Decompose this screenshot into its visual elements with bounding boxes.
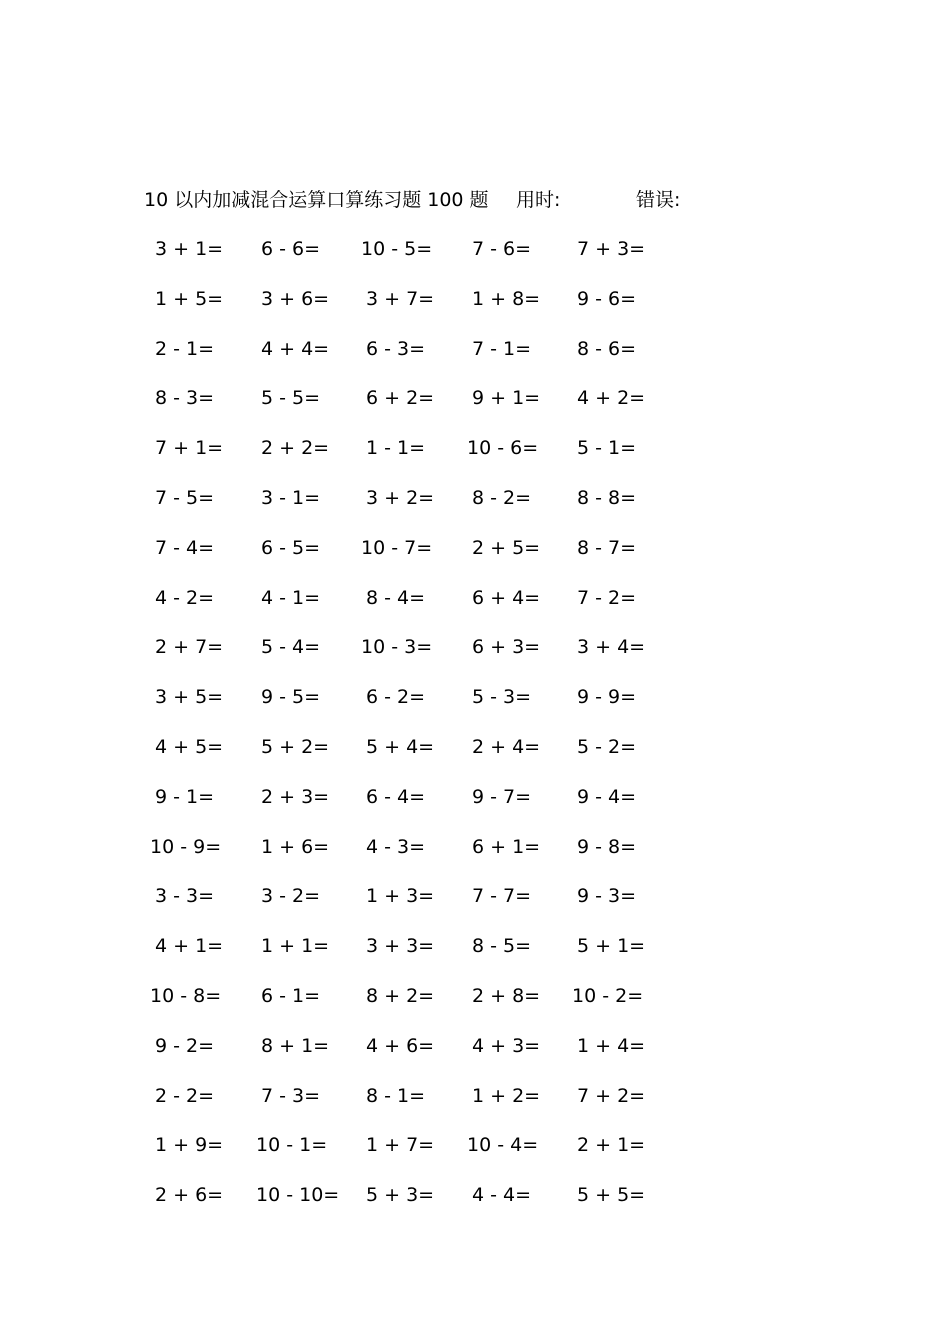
arithmetic-problem: 8 - 6= xyxy=(577,337,637,360)
arithmetic-problem: 2 + 8= xyxy=(472,985,541,1007)
arithmetic-problem: 10 - 2= xyxy=(572,985,644,1007)
arithmetic-problem: 7 - 7= xyxy=(472,885,532,908)
arithmetic-problem: 4 + 3= xyxy=(472,1034,541,1057)
arithmetic-problem: 3 + 4= xyxy=(577,636,646,659)
arithmetic-problem: 4 - 2= xyxy=(155,586,215,609)
arithmetic-problem: 2 + 7= xyxy=(155,636,224,659)
problem-row xyxy=(150,383,690,413)
arithmetic-problem: 7 + 3= xyxy=(577,238,646,260)
arithmetic-problem: 7 - 5= xyxy=(155,487,215,509)
problem-row xyxy=(150,234,690,264)
arithmetic-problem: 7 - 3= xyxy=(261,1084,321,1107)
arithmetic-problem: 4 - 4= xyxy=(472,1184,532,1207)
problem-row xyxy=(150,1031,690,1061)
worksheet-title: 10 以内加减混合运算口算练习题 100 题 xyxy=(144,189,489,211)
arithmetic-problem: 2 - 2= xyxy=(155,1084,215,1107)
arithmetic-problem: 1 - 1= xyxy=(366,437,426,460)
arithmetic-problem: 9 - 6= xyxy=(577,287,637,310)
arithmetic-problem: 10 - 5= xyxy=(361,238,433,260)
arithmetic-problem: 7 - 4= xyxy=(155,536,215,559)
arithmetic-problem: 5 + 3= xyxy=(366,1184,435,1207)
arithmetic-problem: 1 + 3= xyxy=(366,885,435,908)
arithmetic-problem: 6 - 4= xyxy=(366,785,426,808)
problem-row xyxy=(150,583,690,613)
arithmetic-problem: 5 - 2= xyxy=(577,736,637,758)
arithmetic-problem: 7 + 2= xyxy=(577,1084,646,1107)
problem-row xyxy=(150,682,690,712)
problem-row xyxy=(150,334,690,364)
arithmetic-problem: 8 - 8= xyxy=(577,487,637,509)
arithmetic-problem: 2 + 4= xyxy=(472,736,541,758)
arithmetic-problem: 4 + 6= xyxy=(366,1034,435,1057)
arithmetic-problem: 1 + 5= xyxy=(155,287,224,310)
arithmetic-problem: 10 - 3= xyxy=(361,636,433,659)
arithmetic-problem: 6 - 2= xyxy=(366,686,426,709)
arithmetic-problem: 9 - 4= xyxy=(577,785,637,808)
arithmetic-problem: 9 - 1= xyxy=(155,785,215,808)
arithmetic-problem: 8 - 2= xyxy=(472,487,532,509)
arithmetic-problem: 5 + 4= xyxy=(366,736,435,758)
arithmetic-problem: 3 + 1= xyxy=(155,238,224,260)
arithmetic-problem: 10 - 1= xyxy=(256,1134,328,1157)
arithmetic-problem: 4 + 1= xyxy=(155,935,224,958)
problem-row xyxy=(150,832,690,862)
arithmetic-problem: 2 - 1= xyxy=(155,337,215,360)
problem-row xyxy=(150,732,690,762)
arithmetic-problem: 10 - 4= xyxy=(467,1134,539,1157)
arithmetic-problem: 3 - 2= xyxy=(261,885,321,908)
problem-row xyxy=(150,483,690,513)
arithmetic-problem: 5 + 5= xyxy=(577,1184,646,1207)
arithmetic-problem: 8 - 3= xyxy=(155,387,215,410)
problem-row xyxy=(150,931,690,961)
arithmetic-problem: 1 + 8= xyxy=(472,287,541,310)
arithmetic-problem: 3 + 7= xyxy=(366,287,435,310)
arithmetic-problem: 1 + 1= xyxy=(261,935,330,958)
arithmetic-problem: 10 - 7= xyxy=(361,536,433,559)
arithmetic-problem: 4 + 4= xyxy=(261,337,330,360)
problem-row xyxy=(150,782,690,812)
arithmetic-problem: 5 - 3= xyxy=(472,686,532,709)
arithmetic-problem: 2 + 1= xyxy=(577,1134,646,1157)
arithmetic-problem: 6 - 1= xyxy=(261,985,321,1007)
problem-row xyxy=(150,981,690,1011)
arithmetic-problem: 9 - 7= xyxy=(472,785,532,808)
arithmetic-problem: 7 - 2= xyxy=(577,586,637,609)
problem-row xyxy=(150,1081,690,1111)
arithmetic-problem: 10 - 6= xyxy=(467,437,539,460)
arithmetic-problem: 8 + 2= xyxy=(366,985,435,1007)
arithmetic-problem: 6 - 6= xyxy=(261,238,321,260)
arithmetic-problem: 6 + 1= xyxy=(472,835,541,858)
arithmetic-problem: 1 + 9= xyxy=(155,1134,224,1157)
arithmetic-problem: 3 - 1= xyxy=(261,487,321,509)
problem-row xyxy=(150,433,690,463)
arithmetic-problem: 8 - 7= xyxy=(577,536,637,559)
worksheet-header xyxy=(0,186,950,214)
arithmetic-problem: 1 + 4= xyxy=(577,1034,646,1057)
arithmetic-problem: 10 - 8= xyxy=(150,985,222,1007)
arithmetic-problem: 7 - 1= xyxy=(472,337,532,360)
arithmetic-problem: 8 + 1= xyxy=(261,1034,330,1057)
arithmetic-problem: 5 - 1= xyxy=(577,437,637,460)
arithmetic-problem: 9 - 3= xyxy=(577,885,637,908)
arithmetic-problem: 2 + 2= xyxy=(261,437,330,460)
arithmetic-problem: 3 + 5= xyxy=(155,686,224,709)
arithmetic-problem: 10 - 10= xyxy=(256,1184,340,1207)
arithmetic-problem: 4 + 5= xyxy=(155,736,224,758)
arithmetic-problem: 8 - 1= xyxy=(366,1084,426,1107)
arithmetic-problem: 5 + 2= xyxy=(261,736,330,758)
arithmetic-problem: 5 - 5= xyxy=(261,387,321,410)
arithmetic-problem: 5 - 4= xyxy=(261,636,321,659)
arithmetic-problem: 3 + 6= xyxy=(261,287,330,310)
problem-row xyxy=(150,632,690,662)
arithmetic-problem: 9 - 2= xyxy=(155,1034,215,1057)
problem-row xyxy=(150,533,690,563)
problem-row xyxy=(150,284,690,314)
arithmetic-problem: 4 + 2= xyxy=(577,387,646,410)
arithmetic-problem: 9 - 5= xyxy=(261,686,321,709)
arithmetic-problem: 6 - 5= xyxy=(261,536,321,559)
time-used-label: 用时: xyxy=(516,189,561,211)
arithmetic-problem: 1 + 6= xyxy=(261,835,330,858)
arithmetic-problem: 7 + 1= xyxy=(155,437,224,460)
arithmetic-problem: 3 - 3= xyxy=(155,885,215,908)
arithmetic-problem: 2 + 6= xyxy=(155,1184,224,1207)
arithmetic-problem: 4 - 1= xyxy=(261,586,321,609)
arithmetic-problem: 3 + 2= xyxy=(366,487,435,509)
arithmetic-problem: 7 - 6= xyxy=(472,238,532,260)
problem-row xyxy=(150,1130,690,1160)
problem-row xyxy=(150,881,690,911)
arithmetic-problem: 2 + 3= xyxy=(261,785,330,808)
arithmetic-problem: 4 - 3= xyxy=(366,835,426,858)
errors-label: 错误: xyxy=(636,189,681,211)
arithmetic-problem: 9 - 8= xyxy=(577,835,637,858)
arithmetic-problem: 10 - 9= xyxy=(150,835,222,858)
arithmetic-problem: 8 - 4= xyxy=(366,586,426,609)
arithmetic-problem: 1 + 2= xyxy=(472,1084,541,1107)
arithmetic-problem: 1 + 7= xyxy=(366,1134,435,1157)
problem-row xyxy=(150,1180,690,1210)
arithmetic-problem: 3 + 3= xyxy=(366,935,435,958)
arithmetic-problem: 6 - 3= xyxy=(366,337,426,360)
arithmetic-problem: 9 + 1= xyxy=(472,387,541,410)
problem-grid xyxy=(150,234,690,1224)
arithmetic-problem: 8 - 5= xyxy=(472,935,532,958)
arithmetic-problem: 6 + 3= xyxy=(472,636,541,659)
arithmetic-problem: 6 + 2= xyxy=(366,387,435,410)
arithmetic-problem: 5 + 1= xyxy=(577,935,646,958)
arithmetic-problem: 9 - 9= xyxy=(577,686,637,709)
arithmetic-problem: 2 + 5= xyxy=(472,536,541,559)
arithmetic-problem: 6 + 4= xyxy=(472,586,541,609)
